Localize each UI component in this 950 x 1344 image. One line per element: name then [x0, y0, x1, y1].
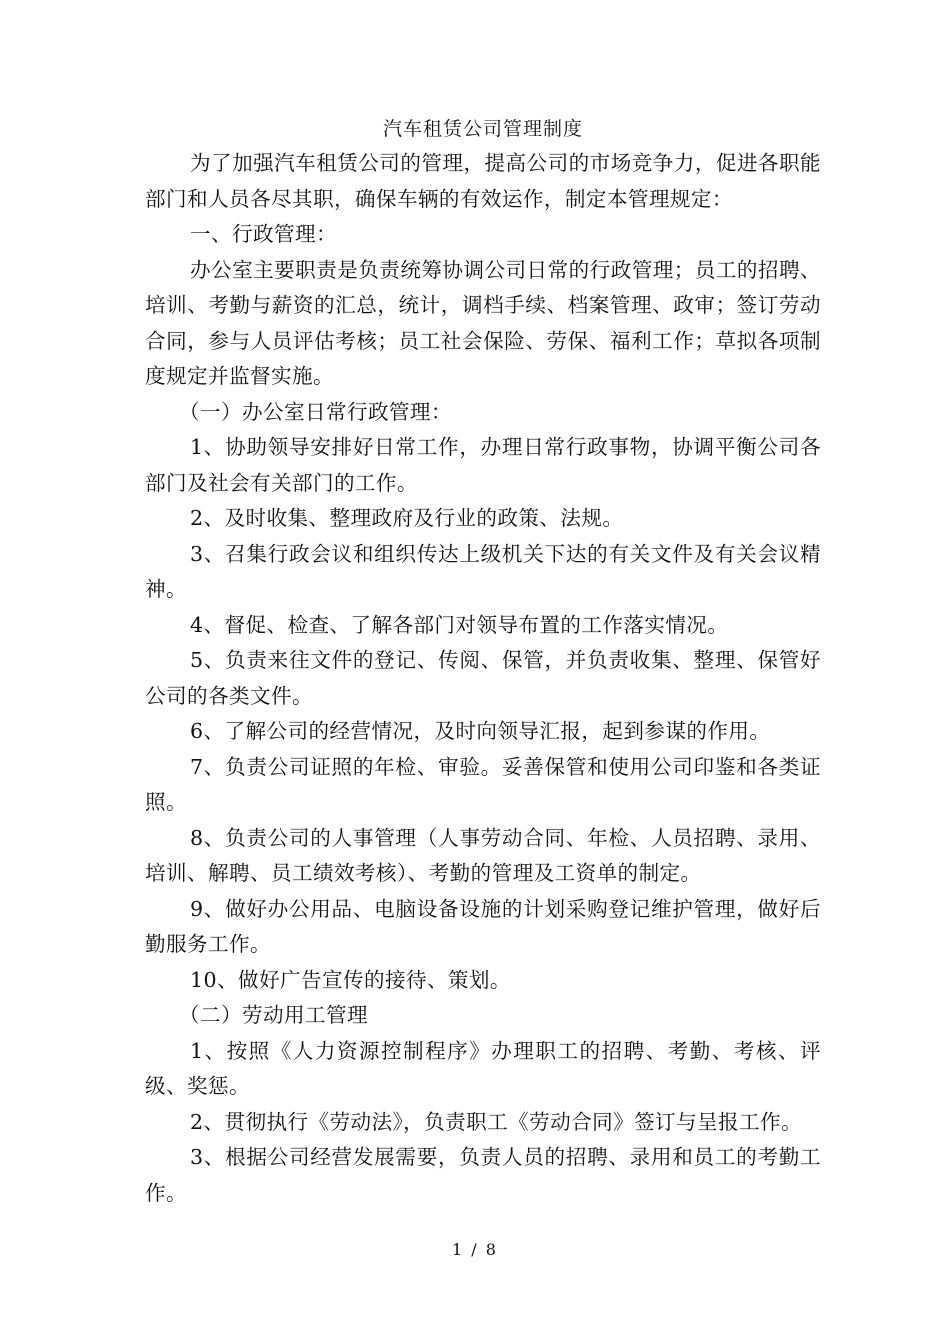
section-body-administration: 办公室主要职责是负责统筹协调公司日常的行政管理；员工的招聘、培训、考勤与薪资的汇总，统计，调档手续、档案管理、政审；签订劳动合同，参与人员评估考核；员工社会保险、劳保、福利工作；草拟各项制度规定并监督实施。 [145, 257, 821, 388]
list-item: 3、召集行政会议和组织传达上级机关下达的有关文件及有关会议精神。 [145, 541, 821, 601]
intro-paragraph: 为了加强汽车租赁公司的管理，提高公司的市场竞争力，促进各职能部门和人员各尽其职，确保车辆的有效运作，制定本管理规定： [145, 151, 821, 211]
list-item: 10、做好广告宣传的接待、策划。 [190, 967, 511, 992]
subsection-heading-office-admin: （一）办公室日常行政管理： [179, 399, 452, 424]
list-item: 7、负责公司证照的年检、审验。妥善保管和使用公司印鉴和各类证照。 [145, 754, 821, 814]
page-number: 1 / 8 [452, 1240, 498, 1259]
list-item: 1、协助领导安排好日常工作，办理日常行政事物，协调平衡公司各部门及社会有关部门的工作。 [145, 435, 821, 495]
document-title: 汽车租赁公司管理制度 [382, 118, 583, 140]
section-heading-administration: 一、行政管理： [190, 222, 337, 246]
list-item: 4、督促、检查、了解各部门对领导布置的工作落实情况。 [190, 612, 729, 637]
list-item: 3、根据公司经营发展需要，负责人员的招聘、录用和员工的考勤工作。 [145, 1145, 821, 1205]
subsection-heading-labor: （二）劳动用工管理 [179, 1003, 368, 1027]
list-item: 2、贯彻执行《劳动法》，负责职工《劳动合同》签订与呈报工作。 [190, 1109, 803, 1134]
list-item: 8、负责公司的人事管理（人事劳动合同、年检、人员招聘、录用、培训、解聘、员工绩效考核）、考勤的管理及工资单的制定。 [145, 825, 821, 885]
document-page [145, 112, 821, 1211]
list-item: 6、了解公司的经营情况，及时向领导汇报，起到参谋的作用。 [190, 719, 771, 743]
list-item: 9、做好办公用品、电脑设备设施的计划采购登记维护管理，做好后勤服务工作。 [145, 896, 821, 956]
list-item: 2、及时收集、整理政府及行业的政策、法规。 [190, 506, 624, 530]
list-item: 5、负责来往文件的登记、传阅、保管，并负责收集、整理、保管好公司的各类文件。 [145, 648, 821, 708]
list-item: 1、按照《人力资源控制程序》办理职工的招聘、考勤、考核、评级、奖惩。 [145, 1038, 821, 1098]
